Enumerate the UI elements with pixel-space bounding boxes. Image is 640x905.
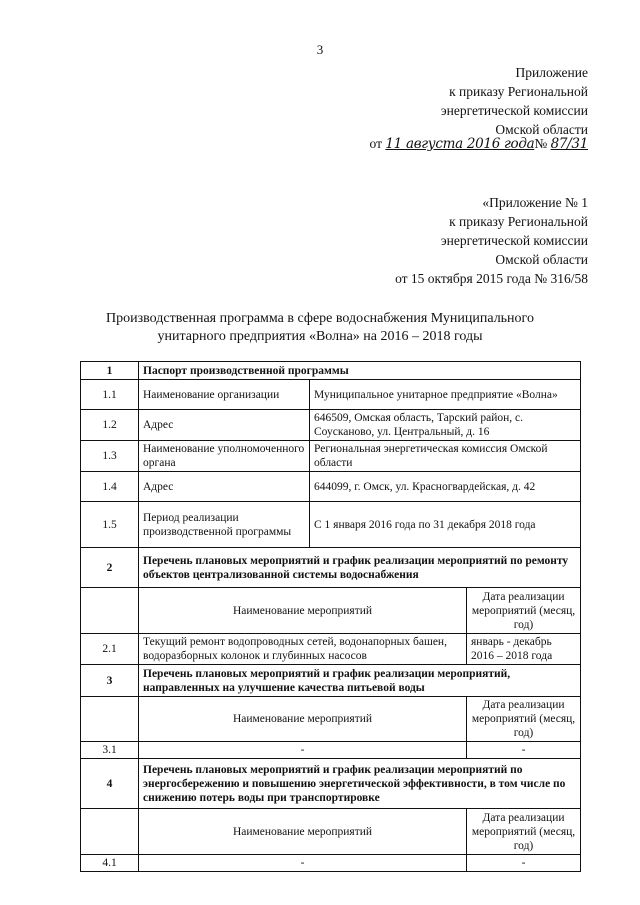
- header-line: энергетической комиссии: [440, 233, 588, 248]
- row-label: Наименование уполномоченного органа: [139, 441, 310, 472]
- order-prefix: от: [369, 136, 383, 151]
- title-line: Производственная программа в сфере водоснабжения Муниципального: [106, 311, 534, 326]
- header-line: от 15 октября 2015 года № 316/58: [395, 271, 588, 286]
- table-row: [81, 472, 581, 502]
- table-row: [81, 380, 581, 410]
- section-number: 2: [81, 548, 139, 588]
- original-appendix-header: [395, 193, 588, 288]
- row-number: 1.3: [81, 441, 139, 472]
- table-row: [81, 855, 581, 872]
- page-number: 3: [316, 42, 324, 57]
- column-date-header: Дата реализации мероприятий (месяц, год): [467, 809, 581, 855]
- column-date-header: Дата реализации мероприятий (месяц, год): [467, 697, 581, 742]
- row-number: 2.1: [81, 634, 139, 665]
- empty-cell: [81, 809, 139, 855]
- section-number: 1: [81, 362, 139, 380]
- column-name-header: Наименование мероприятий: [139, 697, 467, 742]
- section-heading: Перечень плановых мероприятий и график реализации мероприятий, направленных на улучшение качества питьевой воды: [139, 665, 581, 697]
- row-number: 1.5: [81, 502, 139, 548]
- row-value: 644099, г. Омск, ул. Красногвардейская, д. 42: [310, 472, 581, 502]
- table-row: [81, 742, 581, 759]
- column-date-header: Дата реализации мероприятий (месяц, год): [467, 588, 581, 634]
- measure-date: -: [467, 742, 581, 759]
- header-line: энергетической комиссии: [440, 103, 588, 118]
- program-table: [80, 361, 581, 872]
- table-row: [81, 634, 581, 665]
- title-line: унитарного предприятия «Волна» на 2016 – 2018 годы: [157, 329, 483, 344]
- measure-name: -: [139, 742, 467, 759]
- empty-cell: [81, 588, 139, 634]
- column-header-row: [81, 809, 581, 855]
- row-label: Адрес: [139, 472, 310, 502]
- row-label: Адрес: [139, 410, 310, 441]
- row-value: С 1 января 2016 года по 31 декабря 2018 года: [310, 502, 581, 548]
- section-heading: Перечень плановых мероприятий и график реализации мероприятий по ремонту объектов централизованной системы водоснабжения: [139, 548, 581, 588]
- row-number: 1.1: [81, 380, 139, 410]
- handwritten-date: 11 августа 2016 года: [385, 136, 535, 152]
- column-name-header: Наименование мероприятий: [139, 809, 467, 855]
- row-value: Региональная энергетическая комиссия Омской области: [310, 441, 581, 472]
- section-row: [81, 548, 581, 588]
- measure-name: Текущий ремонт водопроводных сетей, водонапорных башен, водоразборных колонок и глубинных насосов: [139, 634, 467, 665]
- number-sign: №: [534, 136, 548, 151]
- table-row: [81, 410, 581, 441]
- header-line: «Приложение № 1: [482, 195, 588, 210]
- appendix-header: [441, 63, 588, 139]
- row-number: 4.1: [81, 855, 139, 872]
- section-row: [81, 759, 581, 809]
- handwritten-number: 87/31: [550, 136, 588, 152]
- section-heading: Паспорт производственной программы: [139, 362, 581, 380]
- header-line: Приложение: [515, 65, 588, 80]
- section-row: [81, 362, 581, 380]
- header-line: Омской области: [495, 122, 588, 137]
- measure-name: -: [139, 855, 467, 872]
- header-line: Омской области: [495, 252, 588, 267]
- table-row: [81, 502, 581, 548]
- column-header-row: [81, 697, 581, 742]
- measure-date: январь - декабрь 2016 – 2018 года: [467, 634, 581, 665]
- document-title: [0, 310, 640, 346]
- row-value: 646509, Омская область, Тарский район, с. Соусканово, ул. Центральный, д. 16: [310, 410, 581, 441]
- section-number: 4: [81, 759, 139, 809]
- column-name-header: Наименование мероприятий: [139, 588, 467, 634]
- table-row: [81, 441, 581, 472]
- section-number: 3: [81, 665, 139, 697]
- header-line: к приказу Региональной: [449, 84, 588, 99]
- column-header-row: [81, 588, 581, 634]
- section-row: [81, 665, 581, 697]
- row-number: 1.4: [81, 472, 139, 502]
- row-value: Муниципальное унитарное предприятие «Волна»: [310, 380, 581, 410]
- empty-cell: [81, 697, 139, 742]
- row-number: 3.1: [81, 742, 139, 759]
- row-label: Наименование организации: [139, 380, 310, 410]
- header-line: к приказу Региональной: [449, 214, 588, 229]
- order-line: [370, 134, 588, 154]
- row-number: 1.2: [81, 410, 139, 441]
- measure-date: -: [467, 855, 581, 872]
- section-heading: Перечень плановых мероприятий и график реализации мероприятий по энергосбережению и повышению энергетической эффективности, в том числе по снижению потерь воды при транспортировке: [139, 759, 581, 809]
- row-label: Период реализации производственной программы: [139, 502, 310, 548]
